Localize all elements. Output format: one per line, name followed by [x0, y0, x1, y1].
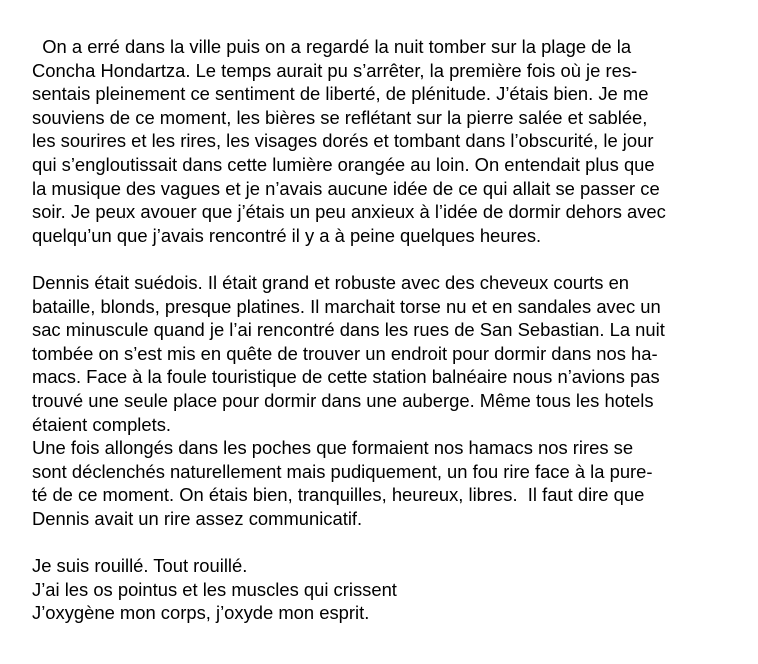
- text-line: quelqu’un que j’avais rencontré il y a à peine quelques heures.: [32, 224, 542, 246]
- document-body: [32, 35, 722, 625]
- text-line: Je suis rouillé. Tout rouillé.: [32, 555, 248, 577]
- text-line: On a erré dans la ville puis on a regardé la nuit tomber sur la plage de la: [32, 36, 632, 57]
- text-line: J’ai les os pointus et les muscles qui crissent: [32, 578, 397, 600]
- text-line: bataille, blonds, presque platines. Il marchait torse nu et en sandales avec un: [32, 295, 661, 317]
- text-line: Concha Hondartza. Le temps aurait pu s’arrêter, la première fois où je res-: [32, 59, 638, 81]
- text-line: sac minuscule quand je l’ai rencontré dans les rues de San Sebastian. La nuit: [32, 319, 665, 341]
- text-line: J’oxygène mon corps, j’oxyde mon esprit.: [32, 602, 370, 624]
- paragraph-2: [32, 271, 722, 436]
- text-line: sentais pleinement ce sentiment de liberté, de plénitude. J’étais bien. Je me: [32, 83, 649, 105]
- text-line: qui s’engloutissait dans cette lumière orangée au loin. On entendait plus que: [32, 153, 655, 175]
- text-line: soir. Je peux avouer que j’étais un peu anxieux à l’idée de dormir dehors avec: [32, 201, 666, 223]
- paragraph-4-poem: [32, 554, 722, 625]
- text-line: macs. Face à la foule touristique de cette station balnéaire nous n’avions pas: [32, 366, 660, 388]
- text-line: sont déclenchés naturellement mais pudiquement, un fou rire face à la pure-: [32, 460, 653, 482]
- paragraph-1: [32, 35, 722, 247]
- text-line: trouvé une seule place pour dormir dans une auberge. Même tous les hotels: [32, 389, 654, 411]
- text-line: souviens de ce moment, les bières se reflétant sur la pierre salée et sablée,: [32, 106, 648, 128]
- text-line: Une fois allongés dans les poches que formaient nos hamacs nos rires se: [32, 437, 634, 459]
- text-line: té de ce moment. On étais bien, tranquilles, heureux, libres. Il faut dire que: [32, 484, 645, 506]
- paragraph-3: [32, 436, 722, 530]
- text-line: la musique des vagues et je n’avais aucune idée de ce qui allait se passer ce: [32, 177, 660, 199]
- text-line: étaient complets.: [32, 413, 172, 435]
- text-line: tombée on s’est mis en quête de trouver un endroit pour dormir dans nos ha-: [32, 342, 658, 364]
- text-line: Dennis avait un rire assez communicatif.: [32, 507, 363, 529]
- text-line: Dennis était suédois. Il était grand et robuste avec des cheveux courts en: [32, 271, 630, 293]
- text-line: les sourires et les rires, les visages dorés et tombant dans l’obscurité, le jour: [32, 130, 654, 152]
